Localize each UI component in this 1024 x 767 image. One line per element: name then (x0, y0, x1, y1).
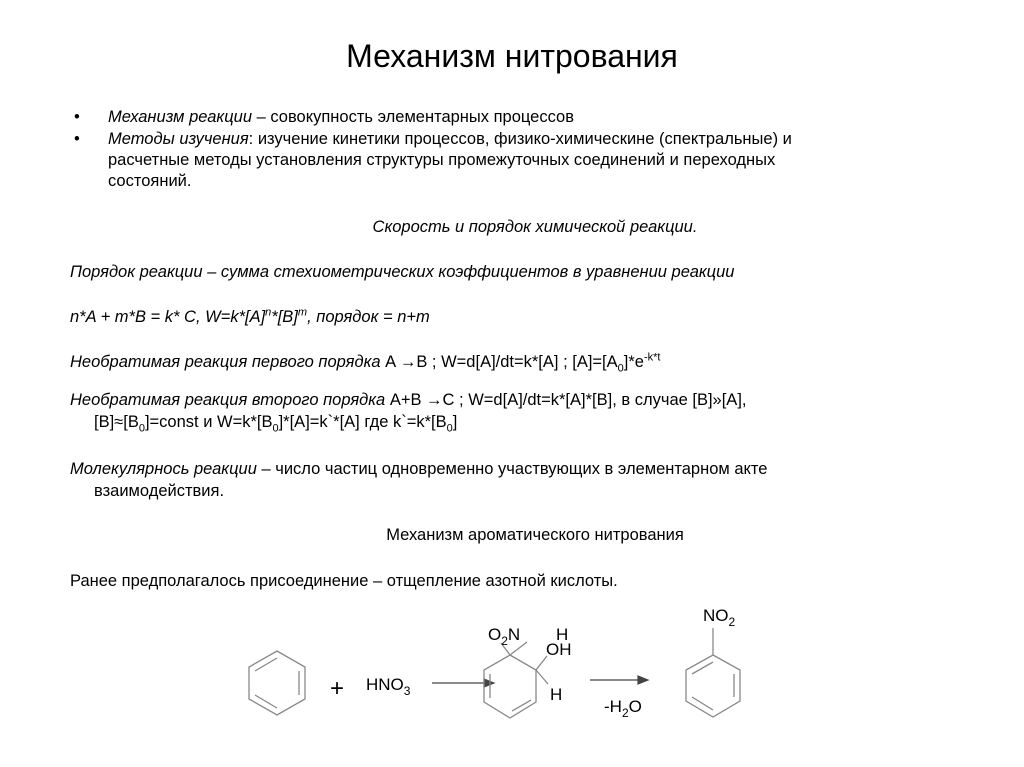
definition: : изучение кинетики процессов, физико-химическине (спектральные) и (248, 130, 792, 148)
bullet-continuation: состояний. (108, 172, 192, 190)
benzene-structure (249, 651, 305, 715)
nitric-acid-formula: $HNO_3$ (366, 675, 411, 698)
bullet-continuation: расчетные методы установления структуры промежуточных соединений и переходных (108, 151, 776, 169)
order-definition: Порядок реакции – сумма стехиометрических коэффициентов в уравнении реакции (70, 263, 735, 281)
second-order-continuation: $[B]\approx[B_0]=const$ и $W=k*[B_0]*[A]=k`*[A]$ где $k`=k*[B_0]$ (94, 413, 458, 435)
section-heading-aromatic: Механизм ароматического нитрования (386, 526, 684, 544)
reaction-arrow (432, 679, 494, 687)
page-title: Механизм нитрования (346, 38, 678, 74)
section-heading-rate: Скорость и порядок химической реакции. (372, 218, 698, 236)
elimination-arrow (590, 676, 648, 684)
definition: – совокупность элементарных процессов (252, 108, 574, 126)
second-order-reaction: Необратимая реакция второго порядка A+B →C ; W=d[A]/dt=k*[A]*[B], в случае [B]»[A], (70, 391, 747, 409)
hydrogen-label-bottom: H (550, 685, 563, 704)
term: Механизм реакции (108, 108, 252, 126)
hydrogen-label-top: H (556, 625, 569, 644)
nitrobenzene-structure (686, 628, 740, 717)
term: Методы изучения (108, 130, 249, 148)
earlier-hypothesis: Ранее предполагалось присоединение – отщепление азотной кислоты. (70, 572, 618, 590)
first-order-reaction: Необратимая реакция первого порядка A →B ; W=d[A]/dt=k*[A] ; $[A]=[A_0]*e^{-k*t}$ (70, 351, 661, 375)
molecularity-continuation: взаимодействия. (94, 482, 225, 500)
nitro-group-product: $NO_2$ (703, 606, 736, 629)
molecularity: Молекулярнось реакции – число частиц одновременно участвующих в элементарном акте (70, 460, 768, 478)
bullet-marker: • (74, 108, 80, 126)
intermediate-structure (484, 642, 548, 718)
water-elimination-label: $-H_2O$ (604, 697, 642, 720)
nitro-group-label: $O_2N$ (488, 625, 521, 648)
plus-sign: + (330, 675, 345, 702)
bullet-marker: • (74, 130, 80, 148)
rate-law: n*A + m*B = k* C, $W=k*[A]^n*[B]^m$, порядок = n+m (70, 306, 430, 326)
hydroxyl-label: OH (546, 640, 572, 659)
